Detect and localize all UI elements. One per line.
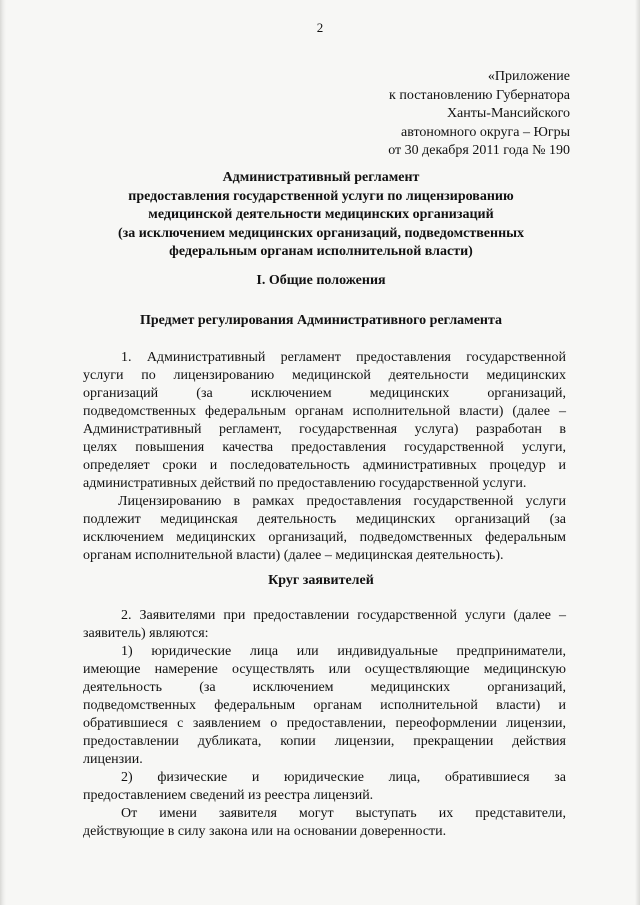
title-line: Административный регламент — [222, 170, 420, 185]
para1-line: услуги по лицензированию медицинской деятельности медицинских — [83, 368, 566, 383]
para2-line: исключением медицинских организаций, подведомственных федеральным — [83, 530, 566, 545]
para1-line: целях повышения качества предоставления государственной услуги, — [83, 440, 566, 455]
appendix-line: Ханты-Мансийского — [446, 106, 570, 121]
title-line: федеральным органам исполнительной власти) — [169, 244, 473, 260]
page-number: 2 — [316, 20, 324, 35]
subheading-applicants: Круг заявителей — [268, 573, 374, 588]
document-title — [60, 169, 582, 262]
item2-line: предоставлением сведений из реестра лицензий. — [83, 788, 374, 803]
scan-edge-left — [0, 0, 6, 905]
para4-line: действующие в силу закона или на основании доверенности. — [83, 824, 447, 839]
para1-line: 1. Административный регламент предоставления государственной — [121, 350, 566, 365]
scan-edge-right — [635, 0, 640, 905]
appendix-line: «Приложение — [487, 69, 570, 84]
para2-line: подлежит медицинская деятельность медицинских организаций (за — [83, 512, 566, 527]
para1-line: определяет сроки и последовательность административных процедур и — [83, 458, 566, 473]
appendix-line: к постановлению Губернатора — [389, 87, 570, 103]
para1-line: подведомственных федеральным органам исполнительной власти) (далее – — [83, 404, 566, 419]
para1-line: организаций (за исключением медицинских организаций, — [83, 386, 566, 401]
title-line: (за исключением медицинских организаций, подведомственных — [117, 225, 525, 241]
para3-line: заявитель) являются: — [83, 626, 209, 641]
title-line: предоставления государственной услуги по лицензированию — [128, 188, 514, 204]
item2-line: 2) физические и юридические лица, обратившиеся за — [121, 770, 566, 785]
title-line: медицинской деятельности медицинских организаций — [148, 207, 494, 223]
item1-line: предоставлении дубликата, копии лицензии, прекращении действия — [83, 734, 566, 749]
item1-line: имеющие намерение осуществлять или осуществляющие медицинскую — [83, 662, 566, 677]
section-heading: I. Общие положения — [256, 273, 386, 288]
para3-line: 2. Заявителями при предоставлении государственной услуги (далее – — [121, 608, 566, 623]
appendix-reference — [388, 68, 570, 161]
para1-line: Административный регламент, государственная услуга) разработан в — [83, 422, 566, 437]
para2-line: органам исполнительной власти) (далее – медицинская деятельность). — [83, 548, 504, 563]
para2-line: Лицензированию в рамках предоставления государственной услуги — [118, 494, 566, 509]
item1-line: обратившиеся с заявлением о предоставлении, переоформлении лицензии, — [83, 716, 566, 731]
item1-line: лицензии. — [83, 752, 143, 767]
item1-line: подведомственных федеральным органам исполнительной власти) и — [83, 698, 566, 713]
appendix-line: автономного округа – Югры — [401, 124, 570, 140]
item1-line: 1) юридические лица или индивидуальные предприниматели, — [121, 644, 566, 659]
appendix-line: от 30 декабря 2011 года № 190 — [388, 143, 570, 158]
para1-line: административных действий по предоставлению государственной услуги. — [83, 476, 527, 491]
subheading-subject: Предмет регулирования Административного регламента — [139, 313, 503, 328]
item1-line: деятельность (за исключением медицинских организаций, — [83, 680, 566, 695]
para4-line: От имени заявителя могут выступать их представители, — [121, 806, 566, 821]
